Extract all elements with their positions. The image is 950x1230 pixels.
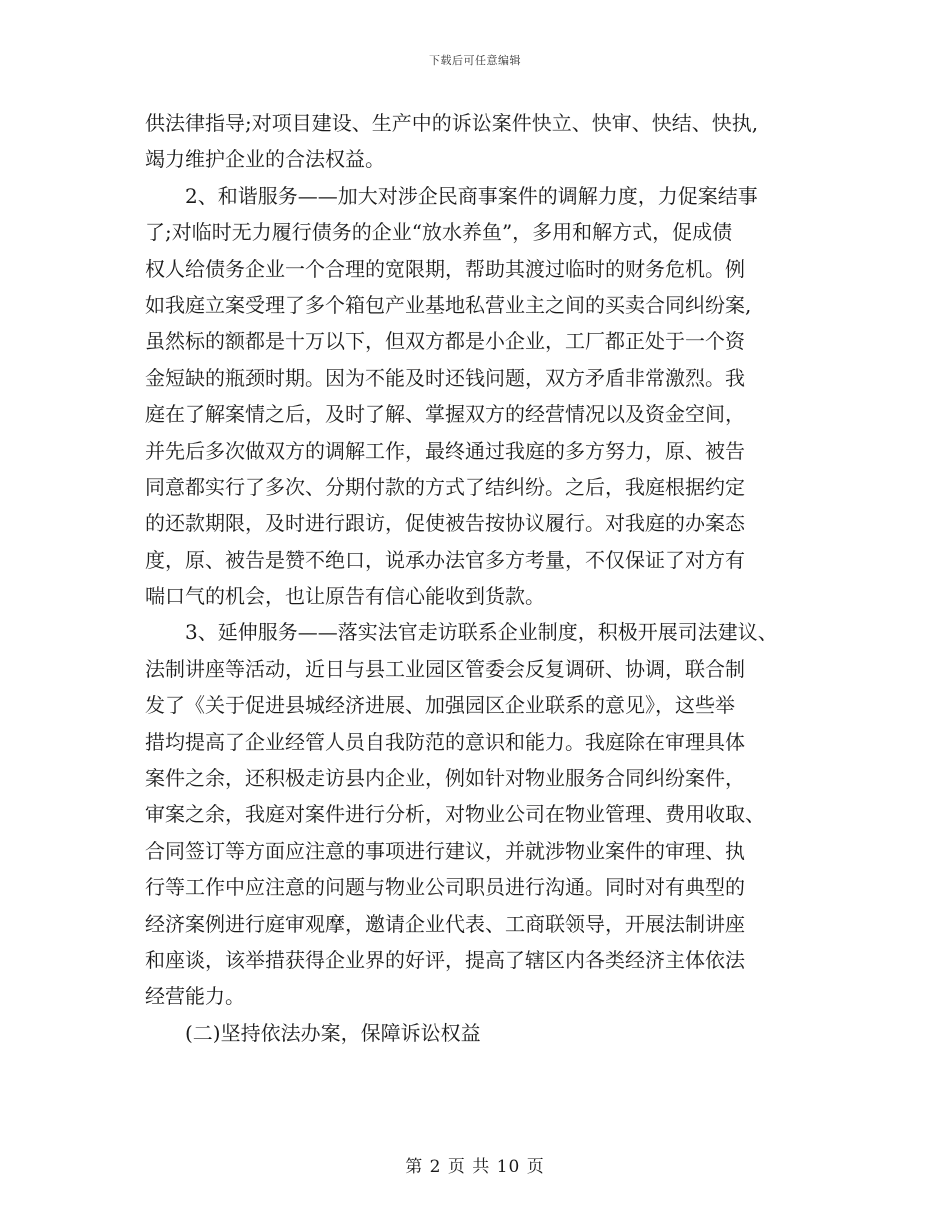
text-line: 虽然标的额都是十万以下，但双方都是小企业，工厂都正处于一个资 xyxy=(145,329,745,354)
paragraph-start-line: 2、和谐服务——加大对涉企民商事案件的调解力度，力促案结事 xyxy=(185,183,758,208)
text-line: 供法律指导;对项目建设、生产中的诉讼案件快立、快审、快结、快执, xyxy=(145,111,759,135)
text-line: 权人给债务企业一个合理的宽限期，帮助其渡过临时的财务危机。例 xyxy=(145,256,745,281)
text-line: 同意都实行了多次、分期付款的方式了结纠纷。之后，我庭根据约定 xyxy=(145,474,745,499)
header-note: 下载后可任意编辑 xyxy=(429,54,521,67)
text-line: 了;对临时无力履行债务的企业“放水养鱼”，多用和解方式，促成债 xyxy=(145,220,733,245)
document-body xyxy=(145,105,825,1051)
text-line: 发了《关于促进县城经济进展、加强园区企业联系的意见》，这些举 xyxy=(145,693,735,718)
text-line: 喘口气的机会，也让原告有信心能收到货款。 xyxy=(145,584,545,609)
text-line: 度，原、被告是赞不绝口，说承办法官多方考量，不仅保证了对方有 xyxy=(145,547,745,572)
text-line: 庭在了解案情之后，及时了解、掌握双方的经营情况以及资金空间， xyxy=(145,402,745,427)
text-line: 审案之余，我庭对案件进行分析，对物业公司在物业管理、费用收取、 xyxy=(145,802,765,827)
text-line: 经济案例进行庭审观摩，邀请企业代表、工商联领导，开展法制讲座 xyxy=(145,911,745,936)
text-line: 行等工作中应注意的问题与物业公司职员进行沟通。同时对有典型的 xyxy=(145,875,745,900)
text-line: 和座谈，该举措获得企业界的好评，提高了辖区内各类经济主体依法 xyxy=(145,947,745,972)
text-line: 竭力维护企业的合法权益。 xyxy=(145,147,385,172)
text-line: 并先后多次做双方的调解工作，最终通过我庭的多方努力，原、被告 xyxy=(145,438,745,463)
text-line: 金短缺的瓶颈时期。因为不能及时还钱问题，双方矛盾非常激烈。我 xyxy=(145,365,745,390)
text-line: 如我庭立案受理了多个箱包产业基地私营业主之间的买卖合同纠纷案, xyxy=(145,292,752,317)
text-line: 经营能力。 xyxy=(145,984,245,1009)
section-heading: (二)坚持依法办案，保障诉讼权益 xyxy=(185,1020,481,1045)
text-line: 法制讲座等活动，近日与县工业园区管委会反复调研、协调，联合制 xyxy=(145,656,745,681)
text-line: 案件之余，还积极走访县内企业，例如针对物业服务合同纠纷案件， xyxy=(145,766,745,791)
page-number-footer: 第 2 页 共 10 页 xyxy=(405,1157,545,1177)
text-line: 措均提高了企业经管人员自我防范的意识和能力。我庭除在审理具体 xyxy=(145,729,745,754)
text-line: 合同签订等方面应注意的事项进行建议，并就涉物业案件的审理、执 xyxy=(145,838,745,863)
paragraph-start-line: 3、延伸服务——落实法官走访联系企业制度，积极开展司法建议、 xyxy=(185,620,778,645)
text-line: 的还款期限，及时进行跟访，促使被告按协议履行。对我庭的办案态 xyxy=(145,511,745,536)
